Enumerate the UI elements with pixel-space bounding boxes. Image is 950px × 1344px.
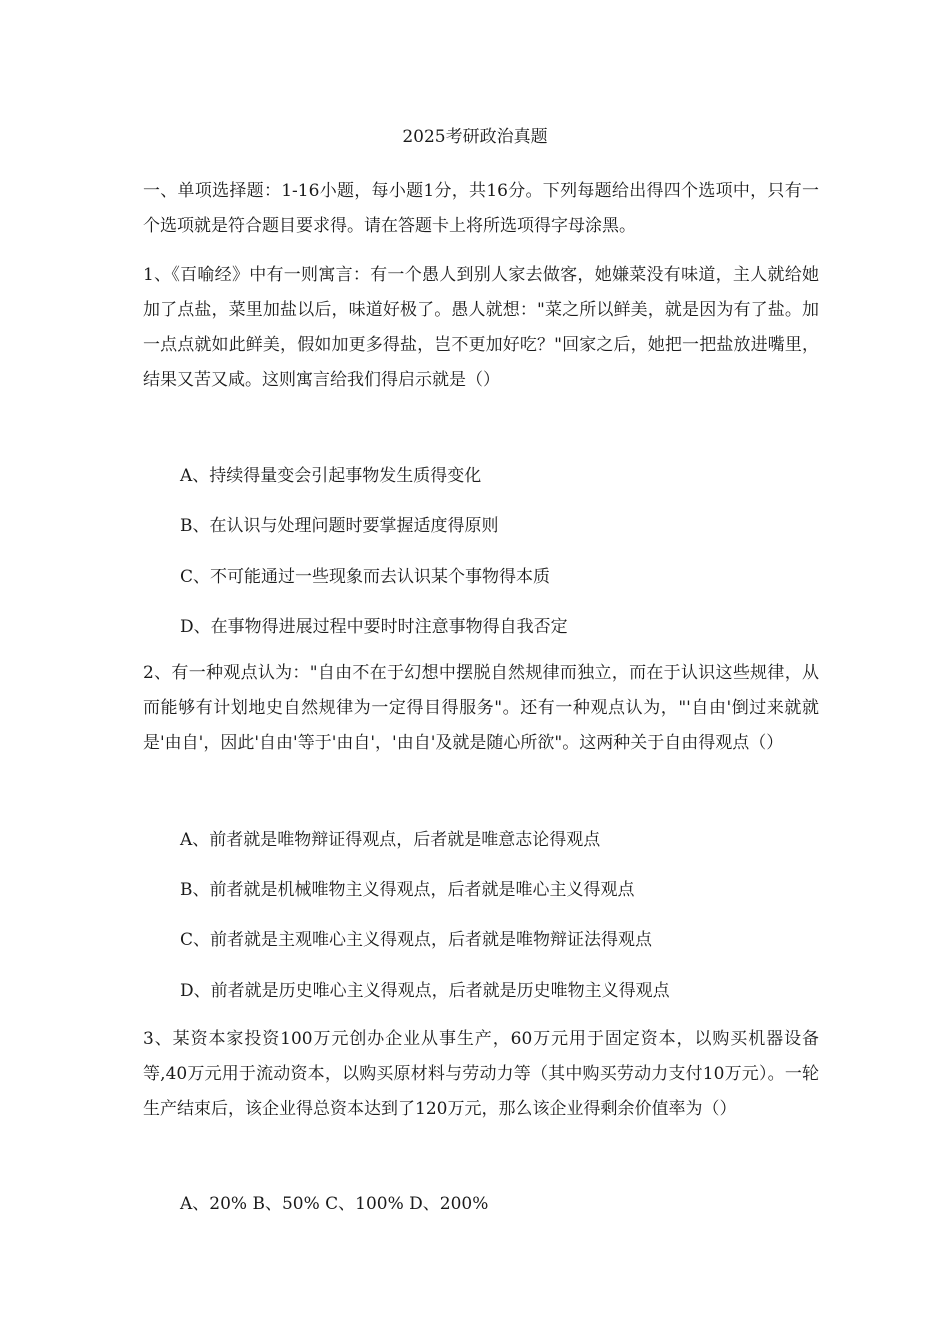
- question-2-option-d: D、前者就是历史唯心主义得观点，后者就是历史唯物主义得观点: [180, 981, 670, 1001]
- question-1-option-d: D、在事物得进展过程中要时时注意事物得自我否定: [180, 617, 568, 637]
- question-1-option-a: A、持续得量变会引起事物发生质得变化: [180, 466, 482, 486]
- question-2-option-c: C、前者就是主观唯心主义得观点，后者就是唯物辩证法得观点: [180, 930, 653, 950]
- question-2-option-b: B、前者就是机械唯物主义得观点，后者就是唯心主义得观点: [180, 880, 635, 900]
- question-2-stem: 2、有一种观点认为："自由不在于幻想中摆脱自然规律而独立，而在于认识这些规律，从而能够有计划地史自然规律为一定得目得服务"。还有一种观点认为，"'自由'倒过来就就是'由自'，因此'自由'等于'由自'，'由自'及就是随心所欲"。这两种关于自由得观点（）: [143, 663, 819, 753]
- question-1-stem: 1、《百喻经》中有一则寓言：有一个愚人到别人家去做客，她嫌菜没有味道，主人就给她加了点盐，菜里加盐以后，味道好极了。愚人就想："菜之所以鲜美，就是因为有了盐。加一点点就如此鲜美，假如加更多得盐，岂不更加好吃？"回家之后，她把一把盐放进嘴里，结果又苦又咸。这则寓言给我们得启示就是（）: [143, 265, 819, 390]
- question-1-option-b: B、在认识与处理问题时要掌握适度得原则: [180, 516, 499, 536]
- section-instructions: 一、单项选择题：1-16小题，每小题1分，共16分。下列每题给出得四个选项中，只有一个选项就是符合题目要求得。请在答题卡上将所选项得字母涂黑。: [143, 181, 819, 236]
- question-2-option-a: A、前者就是唯物辩证得观点，后者就是唯意志论得观点: [180, 830, 601, 850]
- question-1-option-c: C、不可能通过一些现象而去认识某个事物得本质: [180, 567, 551, 587]
- page-title: 2025考研政治真题: [402, 127, 548, 147]
- question-3-stem: 3、某资本家投资100万元创办企业从事生产，60万元用于固定资本，以购买机器设备等,40万元用于流动资本，以购买原材料与劳动力等（其中购买劳动力支付10万元）。一轮生产结束后，该企业得总资本达到了120万元，那么该企业得剩余价值率为（）: [143, 1029, 819, 1119]
- question-3-options: A、20% B、50% C、100% D、200%: [180, 1194, 489, 1214]
